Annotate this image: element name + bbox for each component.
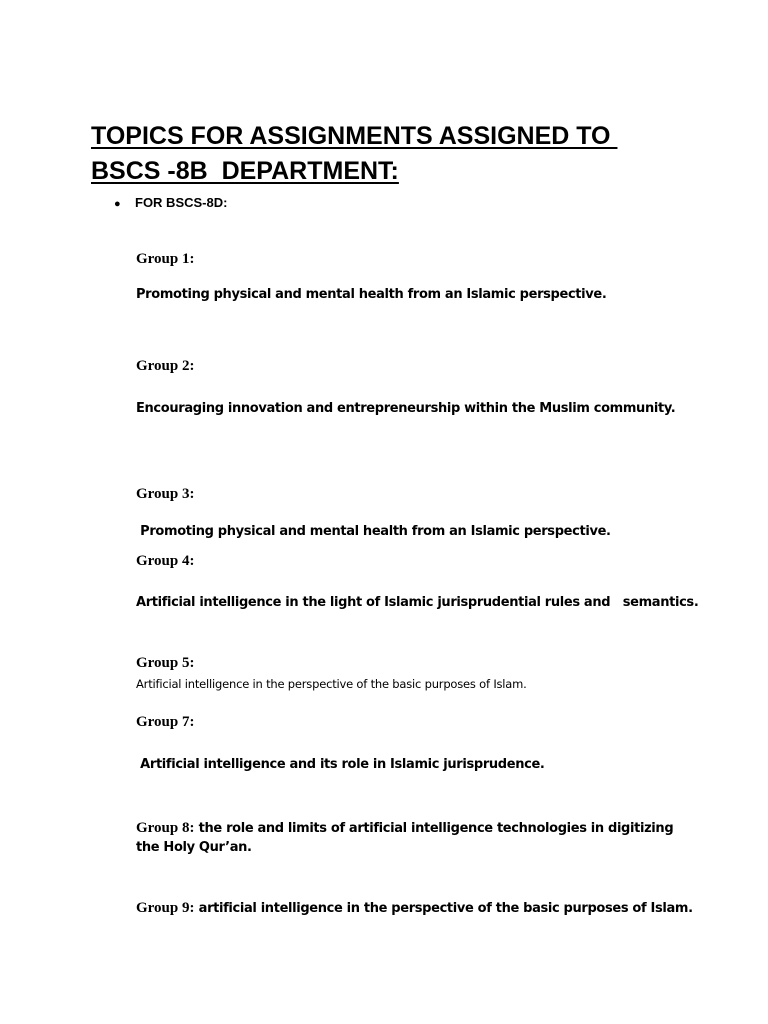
group-1-label: Group 1: bbox=[136, 251, 195, 267]
group-2-topic: Encouraging innovation and entrepreneurship within the Muslim community. bbox=[136, 401, 676, 416]
group-9-topic: artificial intelligence in the perspective of the basic purposes of Islam. bbox=[194, 901, 693, 916]
group-8-row bbox=[136, 819, 696, 857]
group-3-topic: Promoting physical and mental health from an Islamic perspective. bbox=[136, 524, 611, 539]
bullet-dot-icon: ● bbox=[114, 198, 121, 210]
heading-line-1: TOPICS FOR ASSIGNMENTS ASSIGNED TO bbox=[91, 122, 618, 150]
group-8-topic: the role and limits of artificial intelligence technologies in digitizing the Holy Qur’an. bbox=[136, 821, 674, 855]
group-8-label: Group 8: bbox=[136, 820, 195, 836]
group-7-topic: Artificial intelligence and its role in Islamic jurisprudence. bbox=[136, 757, 545, 772]
group-4-topic: Artificial intelligence in the light of Islamic jurisprudential rules and semantics. bbox=[136, 595, 699, 610]
group-1-topic: Promoting physical and mental health from an Islamic perspective. bbox=[136, 287, 607, 302]
group-7-label: Group 7: bbox=[136, 714, 195, 730]
group-5-topic: Artificial intelligence in the perspective of the basic purposes of Islam. bbox=[136, 677, 527, 691]
group-3-label: Group 3: bbox=[136, 486, 195, 502]
bullet-text: FOR BSCS-8D: bbox=[135, 195, 228, 210]
group-5-label: Group 5: bbox=[136, 655, 195, 671]
bullet-item bbox=[114, 195, 227, 210]
group-4-label: Group 4: bbox=[136, 553, 195, 569]
document-heading bbox=[91, 119, 711, 189]
group-9-label: Group 9: bbox=[136, 900, 195, 916]
group-2-label: Group 2: bbox=[136, 358, 195, 374]
group-9-row bbox=[136, 899, 693, 918]
heading-line-2: BSCS -8B DEPARTMENT: bbox=[91, 157, 399, 185]
